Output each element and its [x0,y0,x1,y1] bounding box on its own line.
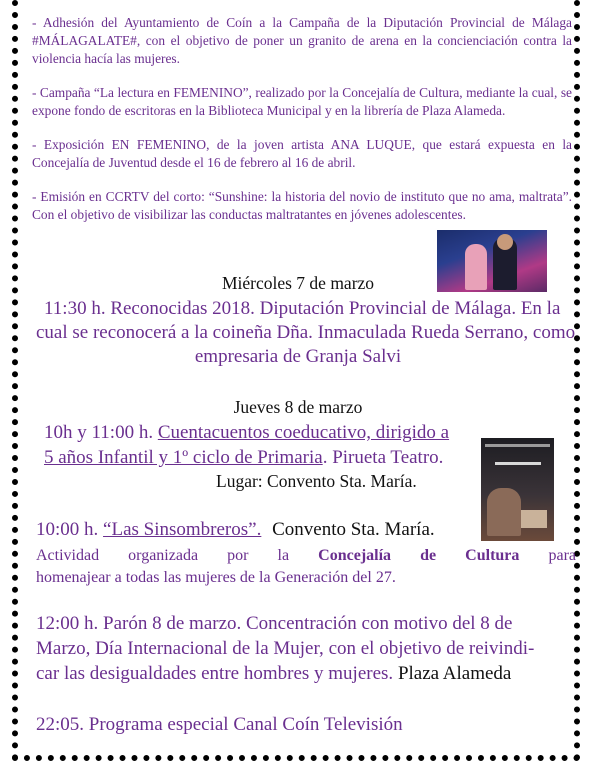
storytelling-line-2: 5 años Infantil y 1º ciclo de Primaria. Pirueta Teatro. [44,447,444,468]
paron-objective: con el objetivo de reivindi- [328,638,535,659]
book-cover-image [481,438,554,541]
sinsombreros-desc-a: Actividad organizada por la [36,547,290,564]
paron-line-2 [36,637,576,661]
sinsombreros-org: Concejalía de Cultura [318,547,520,564]
storytelling-title-b: 5 años Infantil y 1º ciclo de Primaria [44,447,323,468]
sinsombreros-desc-b: para [548,547,577,564]
intro-paragraph-2: - Campaña “La lectura en FEMENINO”, realizado por la Concejalía de Cultura, mediante la cual, se expone fondo de escritoras en la Biblioteca Municipal y en la librería de Plaza Alameda. [32,85,572,118]
storytelling-place: Lugar: Convento Sta. María. [216,471,417,491]
sinsombreros-desc-1 [36,545,576,567]
paron-day: Marzo, Día Internacional de la Mujer, [36,638,324,659]
book-object [521,510,547,528]
intro-paragraph-1: - Adhesión del Ayuntamiento de Coín a la Campaña de la Diputación Provincial de Málaga #MÁLAGALATE#, con el objetivo de poner un granito de arena en la concienciación contra la violencia hacía las mujeres. [32,15,572,66]
tv-special: 22:05. Programa especial Canal Coín Televisión [36,714,403,735]
wednesday-heading: Miércoles 7 de marzo [221,273,375,293]
paron-line-3 [36,662,576,686]
sinsombreros-desc-2: homenajear a todas las mujeres de la Generación del 27. [36,569,396,586]
book-person [487,488,521,536]
intro-paragraph-4: - Emisión en CCRTV del corto: “Sunshine: la historia del novio de instituto que no ama, maltrata”. Con el objetivo de visibilizar las conductas maltratantes en jóvenes adolescentes. [32,189,572,222]
wednesday-line-1: 11:30 h. Reconocidas 2018. Diputación Provincial de Málaga. En la [44,298,561,319]
storytelling-time: 10h y 11:00 h. [44,422,154,443]
book-title-line [495,462,541,465]
storytelling-line-1 [44,421,449,445]
book-author-line [485,444,550,447]
thursday-heading: Jueves 8 de marzo [233,397,363,417]
wednesday-line-2: cual se reconocerá a la coineña Dña. Inmaculada Rueda Serrano, como [36,322,576,343]
sinsombreros-place: Convento Sta. María. [272,519,435,540]
sinsombreros-line [36,518,435,542]
sinsombreros-title: “Las Sinsombreros”. [103,519,262,540]
sinsombreros-time: 10:00 h. [36,519,99,540]
wednesday-line-3: empresaria de Granja Salvi [194,346,402,367]
intro-paragraph-3: - Exposición EN FEMENINO, de la joven artista ANA LUQUE, que estará expuesta en la Concejalía de Juventud desde el 16 de febrero al 16 de abril. [32,137,572,170]
man-head [497,234,513,250]
paron-line-1: 12:00 h. Parón 8 de marzo. Concentración con motivo del 8 de [36,613,513,634]
storytelling-title-a: Cuentacuentos coeducativo, dirigido a [157,422,450,443]
storytelling-company: Pirueta Teatro. [332,447,444,468]
paron-inequality: car las desigualdades entre hombres y mujeres. [36,663,394,684]
paron-place: Plaza Alameda [397,663,512,684]
